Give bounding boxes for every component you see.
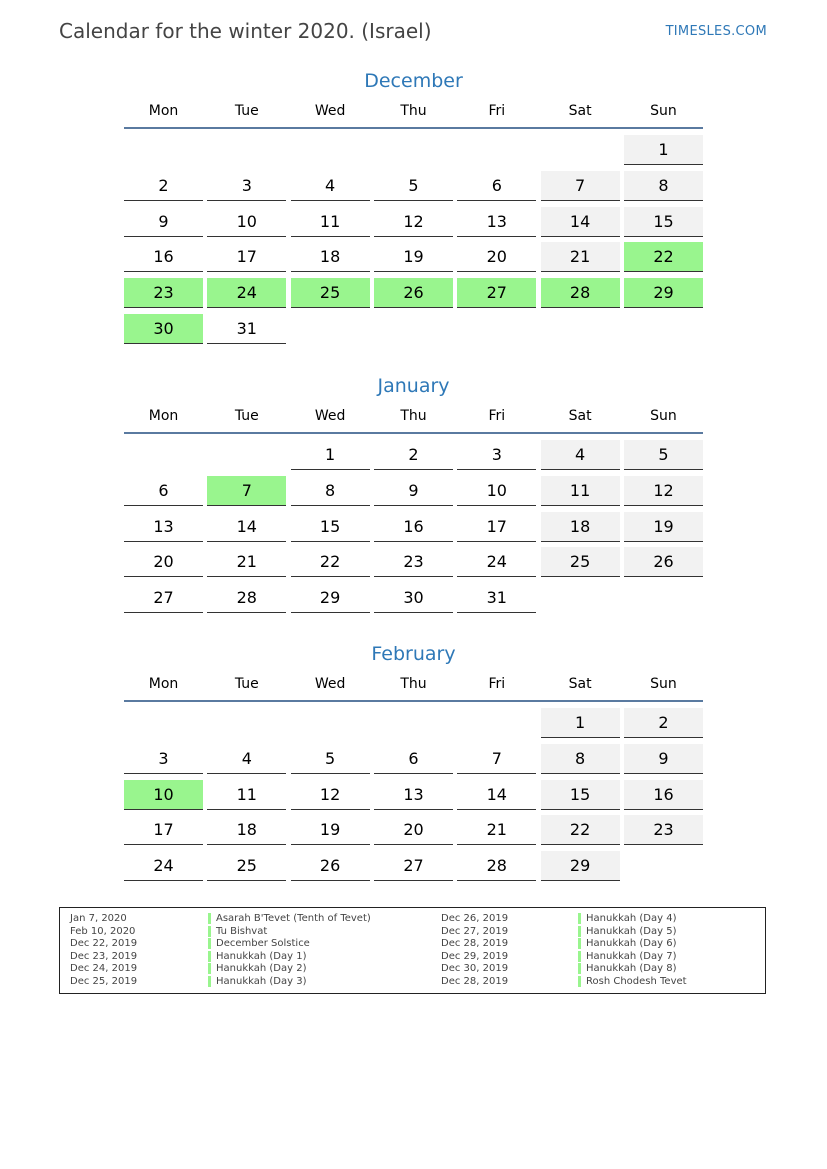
legend-date: Dec 23, 2019 (70, 950, 138, 962)
legend-holiday-name: Hanukkah (Day 5) (578, 926, 676, 937)
day-cell[interactable]: 12 (624, 476, 703, 506)
legend-holiday-name: Hanukkah (Day 6) (578, 938, 676, 949)
day-cell[interactable]: 11 (291, 207, 370, 237)
day-cell[interactable]: 2 (374, 440, 453, 470)
weekday-label: Tue (234, 676, 259, 692)
legend-holiday-name: Hanukkah (Day 1) (208, 951, 306, 962)
day-cell[interactable]: 4 (541, 440, 620, 470)
legend-date: Dec 25, 2019 (70, 975, 138, 987)
legend-date: Jan 7, 2020 (70, 913, 127, 924)
day-cell[interactable]: 29 (291, 583, 370, 613)
day-cell[interactable]: 19 (291, 815, 370, 845)
legend-holiday-name: Hanukkah (Day 2) (208, 963, 306, 974)
legend-holiday-name: Rosh Chodesh Tevet (578, 976, 687, 987)
day-cell[interactable]: 10 (124, 780, 203, 810)
legend-left-names (208, 913, 371, 989)
legend-holiday-name: Tu Bishvat (208, 926, 267, 937)
day-cell[interactable]: 5 (624, 440, 703, 470)
day-cell[interactable]: 3 (124, 744, 203, 774)
legend-holiday-name: Hanukkah (Day 3) (208, 976, 306, 987)
day-cell[interactable]: 22 (541, 815, 620, 845)
legend-date: Dec 30, 2019 (441, 963, 509, 975)
day-cell[interactable]: 16 (624, 780, 703, 810)
weekday-label: Fri (488, 408, 506, 424)
legend-holiday-name: December Solstice (208, 938, 310, 949)
day-cell[interactable]: 8 (291, 476, 370, 506)
weekday-label: Fri (488, 103, 506, 119)
weekday-label: Sat (568, 103, 592, 119)
month-title: December (364, 70, 463, 92)
weekday-label: Thu (400, 103, 427, 119)
day-cell[interactable]: 25 (541, 547, 620, 577)
day-cell[interactable]: 25 (207, 851, 286, 881)
day-cell[interactable]: 28 (457, 851, 536, 881)
legend-holiday-name: Hanukkah (Day 4) (578, 913, 676, 924)
day-cell[interactable]: 2 (624, 708, 703, 738)
day-cell[interactable]: 15 (291, 512, 370, 542)
day-cell[interactable]: 16 (124, 242, 203, 272)
weekday-label: Sun (650, 676, 677, 692)
day-cell[interactable]: 27 (457, 278, 536, 308)
day-cell[interactable]: 25 (291, 278, 370, 308)
day-cell[interactable]: 5 (291, 744, 370, 774)
day-cell[interactable]: 18 (541, 512, 620, 542)
site-link[interactable]: TIMESLES.COM (665, 24, 767, 39)
weekday-label: Mon (148, 103, 179, 119)
weekday-label: Wed (314, 676, 346, 692)
day-cell[interactable]: 19 (624, 512, 703, 542)
day-cell[interactable]: 17 (124, 815, 203, 845)
weekday-label: Tue (234, 103, 259, 119)
legend-holiday-name: Hanukkah (Day 7) (578, 951, 676, 962)
day-cell[interactable]: 9 (124, 207, 203, 237)
day-cell[interactable]: 9 (374, 476, 453, 506)
weekday-label: Sat (568, 676, 592, 692)
day-cell[interactable]: 24 (457, 547, 536, 577)
day-cell[interactable]: 4 (207, 744, 286, 774)
day-cell[interactable]: 10 (207, 207, 286, 237)
holiday-legend (59, 907, 766, 994)
legend-right-names (578, 913, 687, 989)
day-cell[interactable]: 10 (457, 476, 536, 506)
day-cell[interactable]: 13 (457, 207, 536, 237)
day-cell[interactable]: 29 (541, 851, 620, 881)
weekday-label: Sun (650, 408, 677, 424)
day-cell[interactable]: 7 (207, 476, 286, 506)
legend-date: Dec 27, 2019 (441, 925, 509, 937)
legend-date: Dec 28, 2019 (441, 975, 509, 987)
day-cell[interactable]: 30 (374, 583, 453, 613)
legend-right-dates (441, 913, 508, 989)
page-title: Calendar for the winter 2020. (Israel) (59, 19, 432, 43)
day-cell[interactable]: 26 (374, 278, 453, 308)
day-cell[interactable]: 30 (124, 314, 203, 344)
weekday-label: Sun (650, 103, 677, 119)
legend-left-dates (70, 913, 137, 989)
legend-date: Dec 24, 2019 (70, 963, 138, 975)
legend-holiday-name: Asarah B'Tevet (Tenth of Tevet) (208, 913, 371, 924)
day-cell[interactable]: 23 (624, 815, 703, 845)
legend-date: Dec 28, 2019 (441, 938, 509, 950)
day-cell[interactable]: 21 (541, 242, 620, 272)
day-cell[interactable]: 20 (124, 547, 203, 577)
month-january (124, 372, 703, 608)
month-title: January (377, 375, 450, 397)
day-cell[interactable]: 26 (291, 851, 370, 881)
day-cell[interactable]: 3 (457, 440, 536, 470)
day-cell[interactable]: 6 (374, 744, 453, 774)
weekday-label: Thu (400, 676, 427, 692)
day-cell[interactable]: 6 (457, 171, 536, 201)
day-cell[interactable]: 24 (124, 851, 203, 881)
weekday-label: Mon (148, 676, 179, 692)
legend-date: Dec 26, 2019 (441, 913, 509, 924)
day-cell[interactable]: 7 (457, 744, 536, 774)
weekday-label: Wed (314, 408, 346, 424)
day-cell[interactable]: 12 (374, 207, 453, 237)
day-cell[interactable]: 5 (374, 171, 453, 201)
day-cell[interactable]: 6 (124, 476, 203, 506)
day-cell[interactable]: 19 (374, 242, 453, 272)
day-cell[interactable]: 31 (207, 314, 286, 344)
month-december (124, 67, 703, 338)
day-cell[interactable]: 11 (541, 476, 620, 506)
day-cell[interactable]: 18 (291, 242, 370, 272)
day-cell[interactable]: 15 (624, 207, 703, 237)
day-cell[interactable]: 21 (207, 547, 286, 577)
day-cell[interactable]: 17 (207, 242, 286, 272)
day-cell[interactable]: 29 (624, 278, 703, 308)
day-cell[interactable]: 14 (207, 512, 286, 542)
legend-date: Dec 22, 2019 (70, 938, 138, 950)
day-cell[interactable]: 21 (457, 815, 536, 845)
day-cell[interactable]: 3 (207, 171, 286, 201)
day-cell[interactable]: 23 (124, 278, 203, 308)
weekday-header (124, 101, 703, 129)
day-cell[interactable]: 24 (207, 278, 286, 308)
day-cell[interactable]: 15 (541, 780, 620, 810)
day-cell[interactable]: 20 (457, 242, 536, 272)
weekday-label: Wed (314, 103, 346, 119)
day-cell[interactable]: 14 (541, 207, 620, 237)
day-cell[interactable]: 17 (457, 512, 536, 542)
day-cell[interactable]: 28 (541, 278, 620, 308)
day-cell[interactable]: 27 (374, 851, 453, 881)
day-cell[interactable]: 13 (374, 780, 453, 810)
day-cell[interactable]: 22 (291, 547, 370, 577)
day-cell[interactable]: 20 (374, 815, 453, 845)
month-february (124, 640, 703, 876)
day-cell[interactable]: 7 (541, 171, 620, 201)
day-cell[interactable]: 26 (624, 547, 703, 577)
weekday-label: Tue (234, 408, 259, 424)
legend-date: Dec 29, 2019 (441, 950, 509, 962)
legend-date: Feb 10, 2020 (70, 925, 136, 937)
day-cell[interactable]: 14 (457, 780, 536, 810)
legend-holiday-name: Hanukkah (Day 8) (578, 963, 676, 974)
month-title: February (371, 643, 456, 665)
day-cell[interactable]: 12 (291, 780, 370, 810)
day-cell[interactable]: 8 (624, 171, 703, 201)
day-cell[interactable]: 1 (541, 708, 620, 738)
weekday-label: Mon (148, 408, 179, 424)
day-cell[interactable]: 28 (207, 583, 286, 613)
day-cell[interactable]: 31 (457, 583, 536, 613)
day-cell[interactable]: 9 (624, 744, 703, 774)
day-cell[interactable]: 27 (124, 583, 203, 613)
day-cell[interactable]: 23 (374, 547, 453, 577)
day-cell[interactable]: 2 (124, 171, 203, 201)
day-cell[interactable]: 22 (624, 242, 703, 272)
day-cell[interactable]: 18 (207, 815, 286, 845)
day-cell[interactable]: 11 (207, 780, 286, 810)
weekday-header (124, 406, 703, 434)
day-cell[interactable]: 13 (124, 512, 203, 542)
day-cell[interactable]: 8 (541, 744, 620, 774)
day-cell[interactable]: 1 (624, 135, 703, 165)
weekday-header (124, 674, 703, 702)
weekday-label: Thu (400, 408, 427, 424)
weekday-label: Fri (488, 676, 506, 692)
weekday-label: Sat (568, 408, 592, 424)
day-cell[interactable]: 16 (374, 512, 453, 542)
day-cell[interactable]: 1 (291, 440, 370, 470)
day-cell[interactable]: 4 (291, 171, 370, 201)
